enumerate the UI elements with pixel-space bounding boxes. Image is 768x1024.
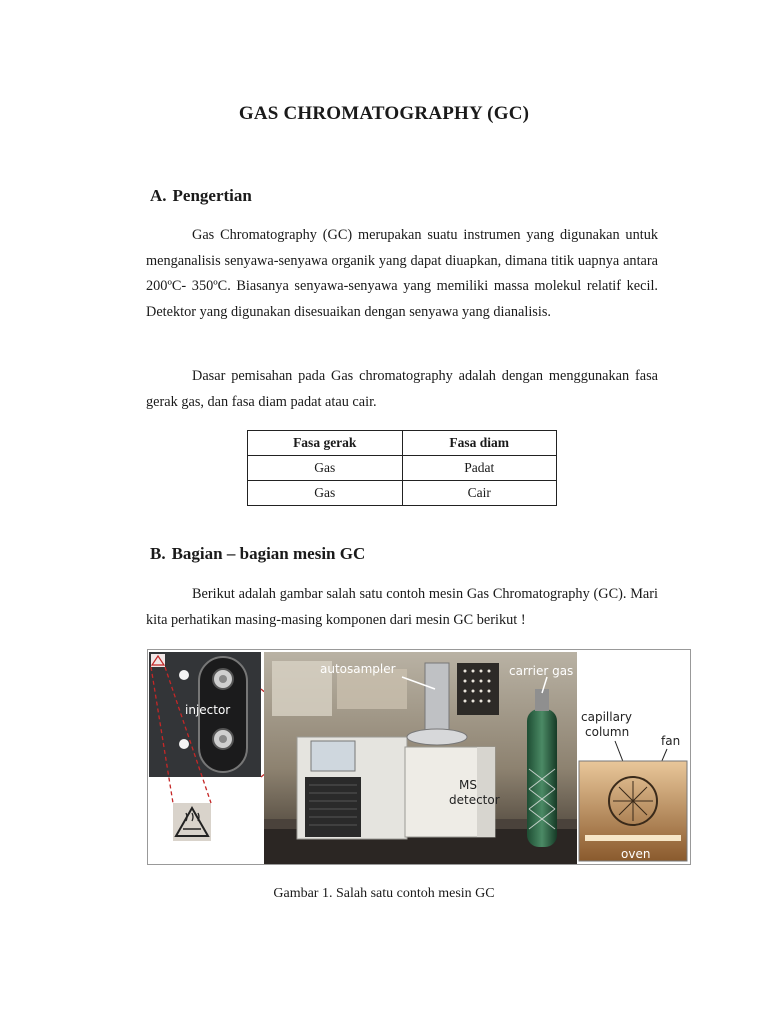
ms-detector-label: MS detector xyxy=(449,778,500,807)
section-b-title: Bagian – bagian mesin GC xyxy=(171,544,366,563)
phase-table xyxy=(247,430,557,506)
section-a-paragraph-1-text: Gas Chromatography (GC) merupakan suatu instrumen yang digunakan untuk menganalisis senyawa-senyawa organik yang dapat diuapkan, dimana titik uapnya antara 200ºC- 350ºC. Biasanya senyawa-senyawa yang memiliki massa molekul relatif kecil. Detektor yang digunakan disesuaikan dengan senyawa yang dianalisis. xyxy=(146,227,658,320)
gc-machine-figure xyxy=(147,649,691,865)
table-row xyxy=(248,481,557,506)
injector-label: injector xyxy=(185,703,231,717)
carrier-gas-label: carrier gas xyxy=(509,664,574,678)
table-cell: Cair xyxy=(402,481,557,506)
autosampler-label: autosampler xyxy=(320,662,396,676)
gc-machine-illustration xyxy=(147,649,691,865)
table-header-cell: Fasa diam xyxy=(402,431,557,456)
fan-label: fan xyxy=(661,734,681,748)
table-cell: Gas xyxy=(248,481,403,506)
oven-label: oven xyxy=(621,847,651,861)
section-a-paragraph-2 xyxy=(146,364,658,415)
table-header-cell: Fasa gerak xyxy=(248,431,403,456)
section-b-number: B. xyxy=(150,544,166,563)
section-a-title: Pengertian xyxy=(172,186,252,205)
section-b-heading xyxy=(150,544,365,564)
table-cell: Padat xyxy=(402,456,557,481)
page-title: GAS CHROMATOGRAPHY (GC) xyxy=(238,103,530,124)
table-row xyxy=(248,456,557,481)
lab-photo-panel xyxy=(264,652,577,864)
section-b-paragraph-1 xyxy=(146,582,658,633)
figure-caption: Gambar 1. Salah satu contoh mesin GC xyxy=(273,886,495,901)
table-header-row xyxy=(248,431,557,456)
table-cell: Gas xyxy=(248,456,403,481)
capillary-column-label: capillary column xyxy=(581,710,632,739)
section-a-paragraph-2-text: Dasar pemisahan pada Gas chromatography adalah dengan menggunakan fasa gerak gas, dan fasa diam padat atau cair. xyxy=(146,368,658,410)
section-a-number: A. xyxy=(150,186,167,205)
hot-surface-warning-icon xyxy=(173,803,211,841)
section-a-paragraph-1 xyxy=(146,223,658,325)
section-a-heading xyxy=(150,186,252,206)
section-b-paragraph-1-text: Berikut adalah gambar salah satu contoh mesin Gas Chromatography (GC). Mari kita perhatikan masing-masing komponen dari mesin GC berikut ! xyxy=(146,586,658,628)
